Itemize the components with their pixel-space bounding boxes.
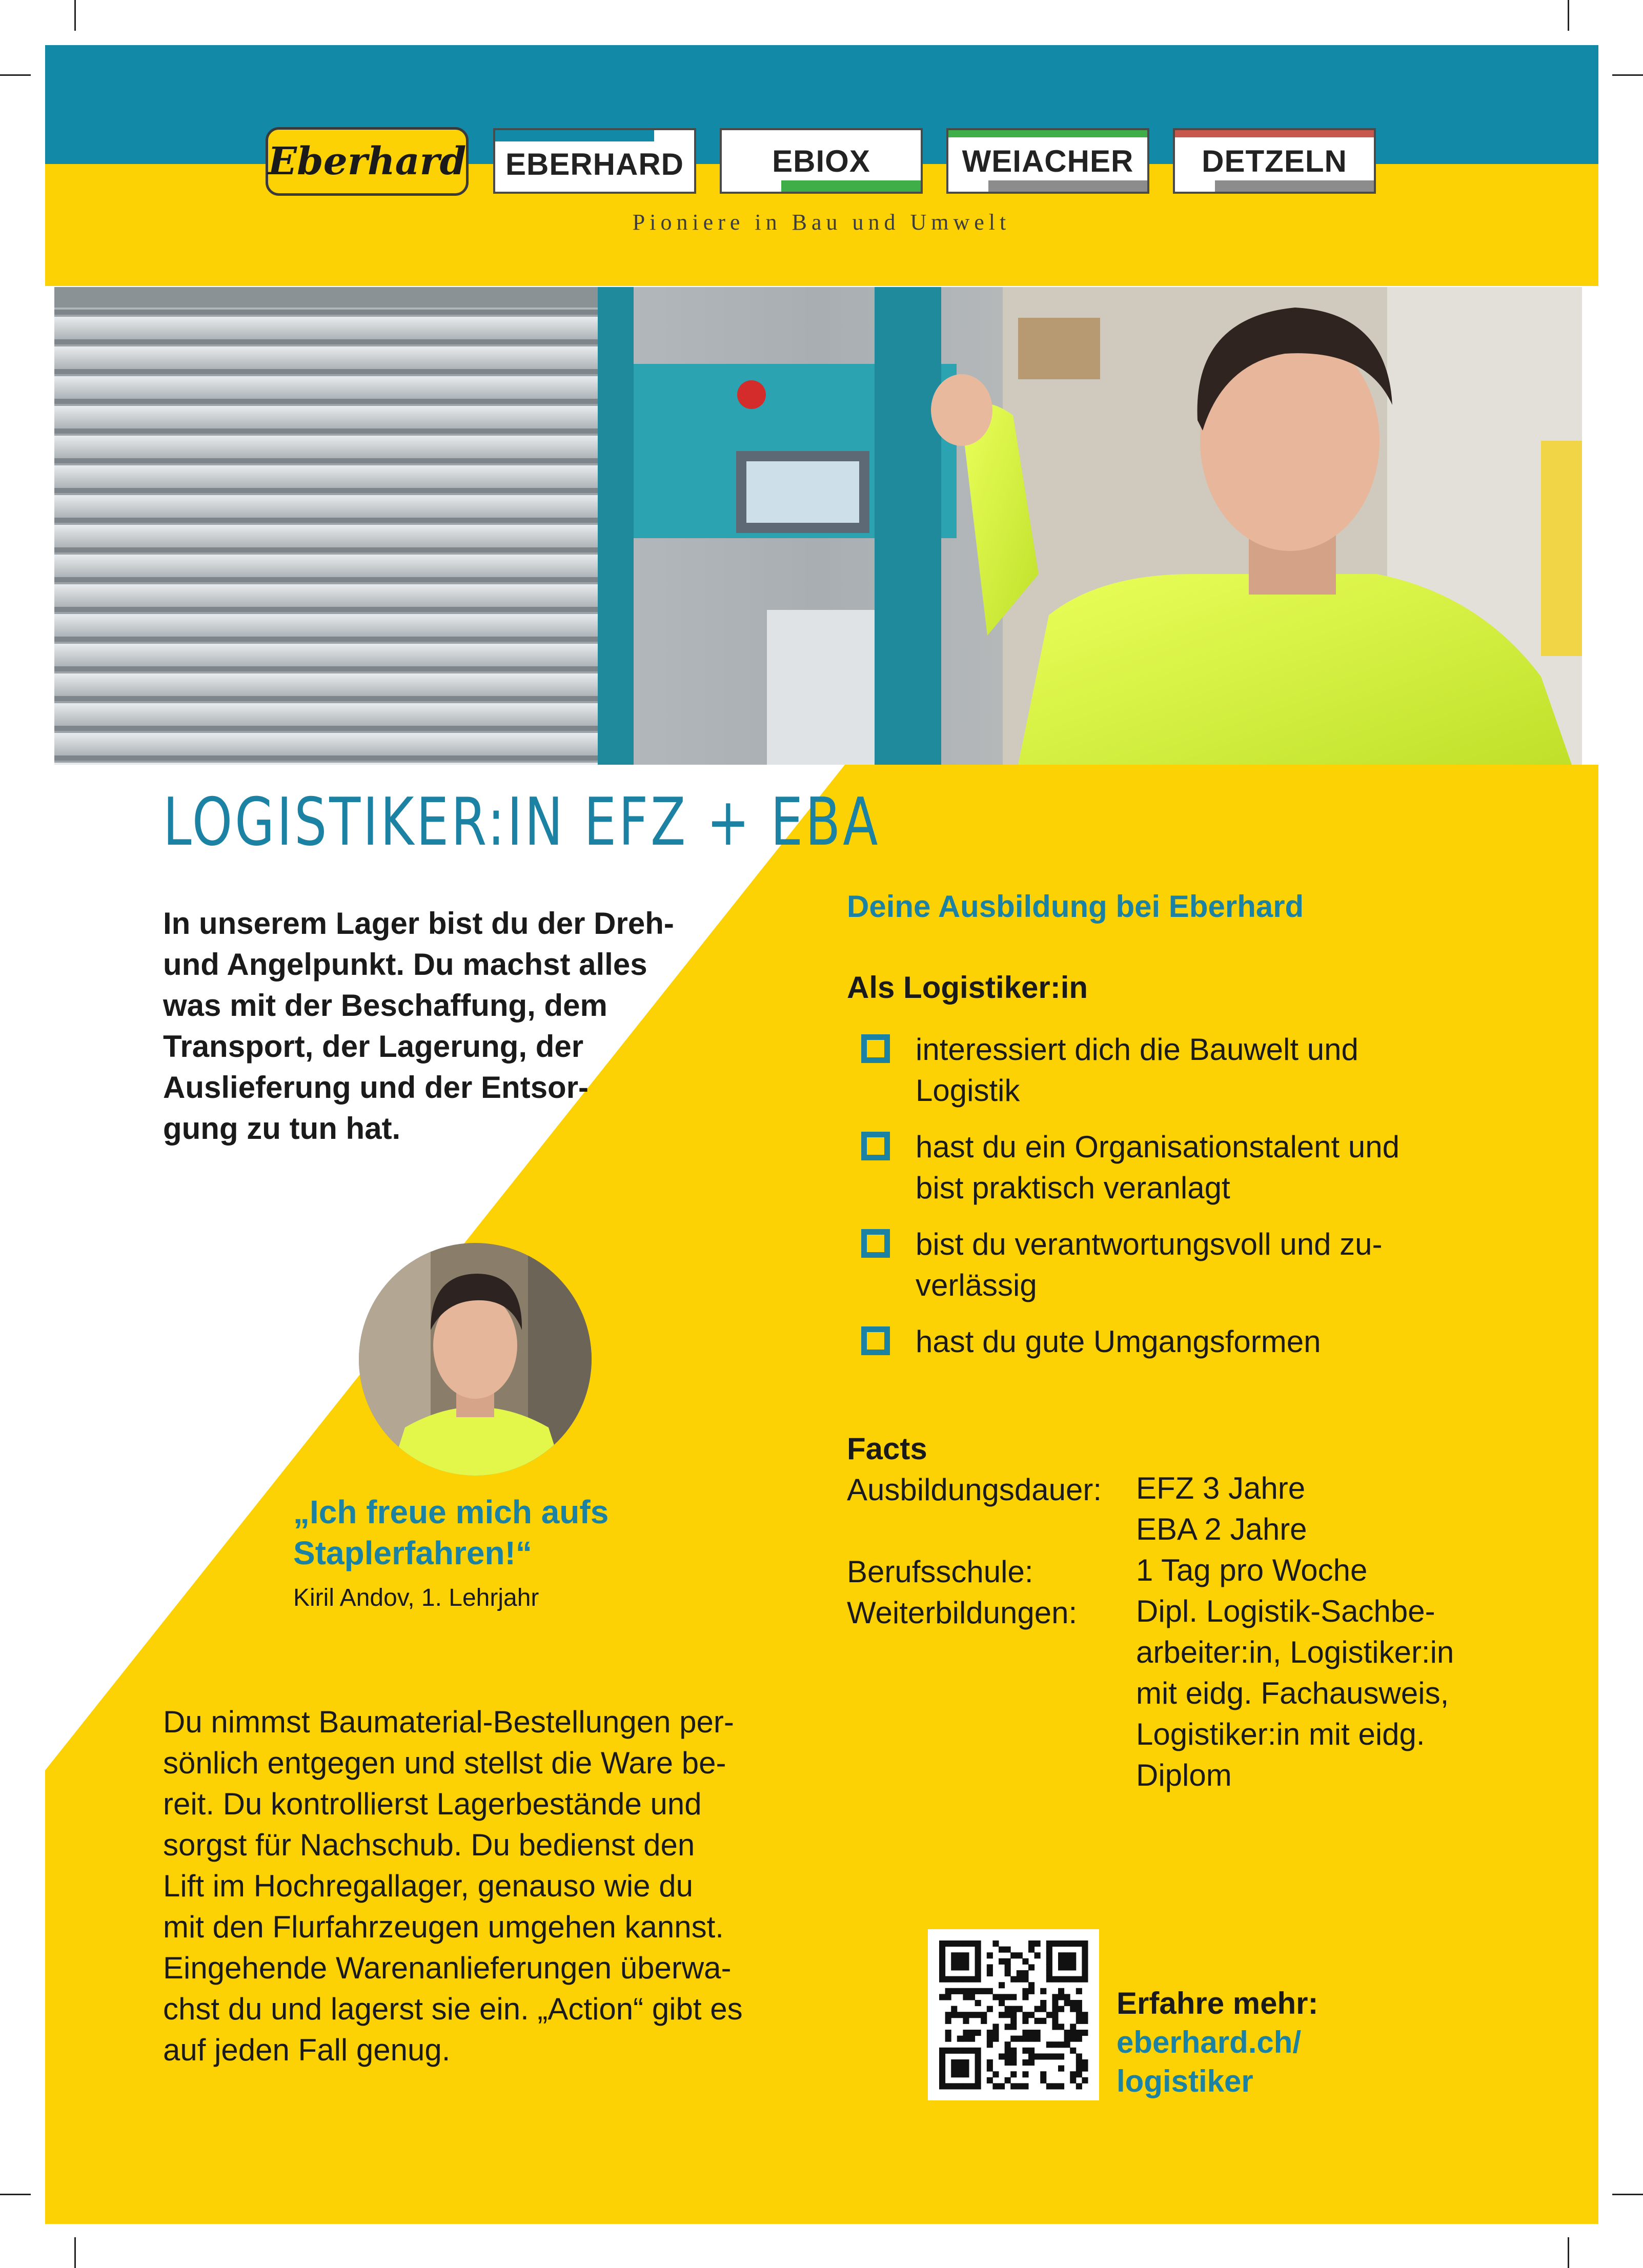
- testimonial-author: Kiril Andov, 1. Lehrjahr: [293, 1584, 539, 1611]
- fact-label-school: Berufsschule:: [847, 1555, 1033, 1589]
- description-paragraph: [163, 1702, 789, 2071]
- logo-stripe: [948, 130, 1147, 137]
- script-logo-text: Eberhard: [268, 139, 466, 183]
- crop-mark: [0, 74, 31, 76]
- logo-weiacher: [946, 128, 1149, 194]
- checkbox-icon: [861, 1034, 890, 1063]
- logo-stripe: [1175, 130, 1374, 137]
- checklist-text: bist praktisch veranlagt: [916, 1171, 1230, 1205]
- logo-stripe: [988, 180, 1147, 192]
- crop-mark: [74, 0, 76, 31]
- eberhard-script-logo: [266, 127, 469, 196]
- fact-label-further: Weiterbildungen:: [847, 1596, 1078, 1630]
- checkbox-icon: [861, 1229, 890, 1258]
- hero-photo: [54, 287, 1582, 765]
- intro-line: In unserem Lager bist du der Dreh-: [163, 906, 674, 941]
- fact-value-school: 1 Tag pro Woche: [1136, 1553, 1368, 1587]
- intro-paragraph: [163, 903, 778, 1149]
- crop-mark: [0, 2194, 31, 2195]
- body-line: chst du und lagerst sie ein. „Action“ gibt es: [163, 1992, 743, 2026]
- logo-label: EBERHARD: [505, 147, 684, 181]
- body-line: mit den Flurfahrzeugen umgehen kannst.: [163, 1910, 724, 1944]
- body-line: Lift im Hochregallager, genauso wie du: [163, 1869, 693, 1903]
- training-title: Deine Ausbildung bei Eberhard: [847, 889, 1304, 924]
- qr-code[interactable]: [928, 1929, 1099, 2100]
- logo-label: EBIOX: [772, 144, 870, 178]
- logo-stripe: [495, 130, 654, 141]
- body-line: auf jeden Fall genug.: [163, 2033, 451, 2067]
- cta-link[interactable]: eberhard.ch/: [1117, 2025, 1302, 2059]
- cta-label: Erfahre mehr:: [1117, 1986, 1319, 2020]
- tagline: Pioniere in Bau und Umwelt: [632, 210, 1011, 235]
- training-subtitle: Als Logistiker:in: [847, 970, 1088, 1005]
- fact-value-duration: EFZ 3 Jahre EBA 2 Jahre: [1136, 1471, 1307, 1546]
- checkbox-icon: [861, 1326, 890, 1355]
- logo-ebiox: [720, 128, 923, 194]
- fact-label-duration: Ausbildungsdauer:: [847, 1473, 1102, 1507]
- facts-title: Facts: [847, 1432, 927, 1466]
- body-line: Du nimmst Baumaterial-Bestellungen per-: [163, 1705, 734, 1739]
- checkbox-icon: [861, 1132, 890, 1160]
- intro-line: gung zu tun hat.: [163, 1111, 401, 1146]
- page-title: LOGISTIKER:IN EFZ + EBA: [163, 784, 881, 861]
- fact-value-further: Dipl. Logistik-Sachbe- arbeiter:in, Logistiker:in mit eidg. Fachausweis, Logistiker:in mit eidg. Diplom: [1136, 1594, 1454, 1792]
- testimonial-avatar: [359, 1243, 592, 1476]
- logo-label: DETZELN: [1202, 144, 1347, 178]
- quote-line: „Ich freue mich aufs: [293, 1494, 609, 1530]
- body-line: reit. Du kontrollierst Lagerbestände und: [163, 1787, 702, 1821]
- crop-mark: [74, 2237, 76, 2268]
- checklist-text: hast du ein Organisationstalent und: [916, 1130, 1399, 1164]
- testimonial-quote: [293, 1491, 608, 1574]
- logo-eberhard: [493, 128, 696, 194]
- logo-stripe: [781, 180, 921, 192]
- crop-mark: [1568, 2237, 1569, 2268]
- intro-line: was mit der Beschaffung, dem: [163, 988, 607, 1023]
- checklist-text: interessiert dich die Bauwelt und: [916, 1032, 1358, 1067]
- logo-stripe: [1215, 180, 1374, 192]
- crop-mark: [1568, 0, 1569, 31]
- intro-line: Transport, der Lagerung, der: [163, 1029, 584, 1064]
- quote-line: Staplerfahren!“: [293, 1535, 532, 1571]
- checklist-text: Logistik: [916, 1073, 1020, 1108]
- crop-mark: [1612, 2194, 1643, 2195]
- checklist-text: bist du verantwortungsvoll und zu-: [916, 1227, 1383, 1261]
- cta-link[interactable]: logistiker: [1117, 2064, 1253, 2098]
- logo-label: WEIACHER: [962, 144, 1134, 178]
- body-line: sorgst für Nachschub. Du bedienst den: [163, 1828, 695, 1862]
- body-line: sönlich entgegen und stellst die Ware be-: [163, 1746, 726, 1780]
- crop-mark: [1612, 74, 1643, 76]
- logo-detzeln: [1173, 128, 1376, 194]
- body-line: Eingehende Warenanlieferungen überwa-: [163, 1951, 732, 1985]
- checklist-text: verlässig: [916, 1268, 1037, 1302]
- intro-line: und Angelpunkt. Du machst alles: [163, 947, 647, 982]
- intro-line: Auslieferung und der Entsor-: [163, 1070, 589, 1105]
- checklist-text: hast du gute Umgangsformen: [916, 1324, 1321, 1359]
